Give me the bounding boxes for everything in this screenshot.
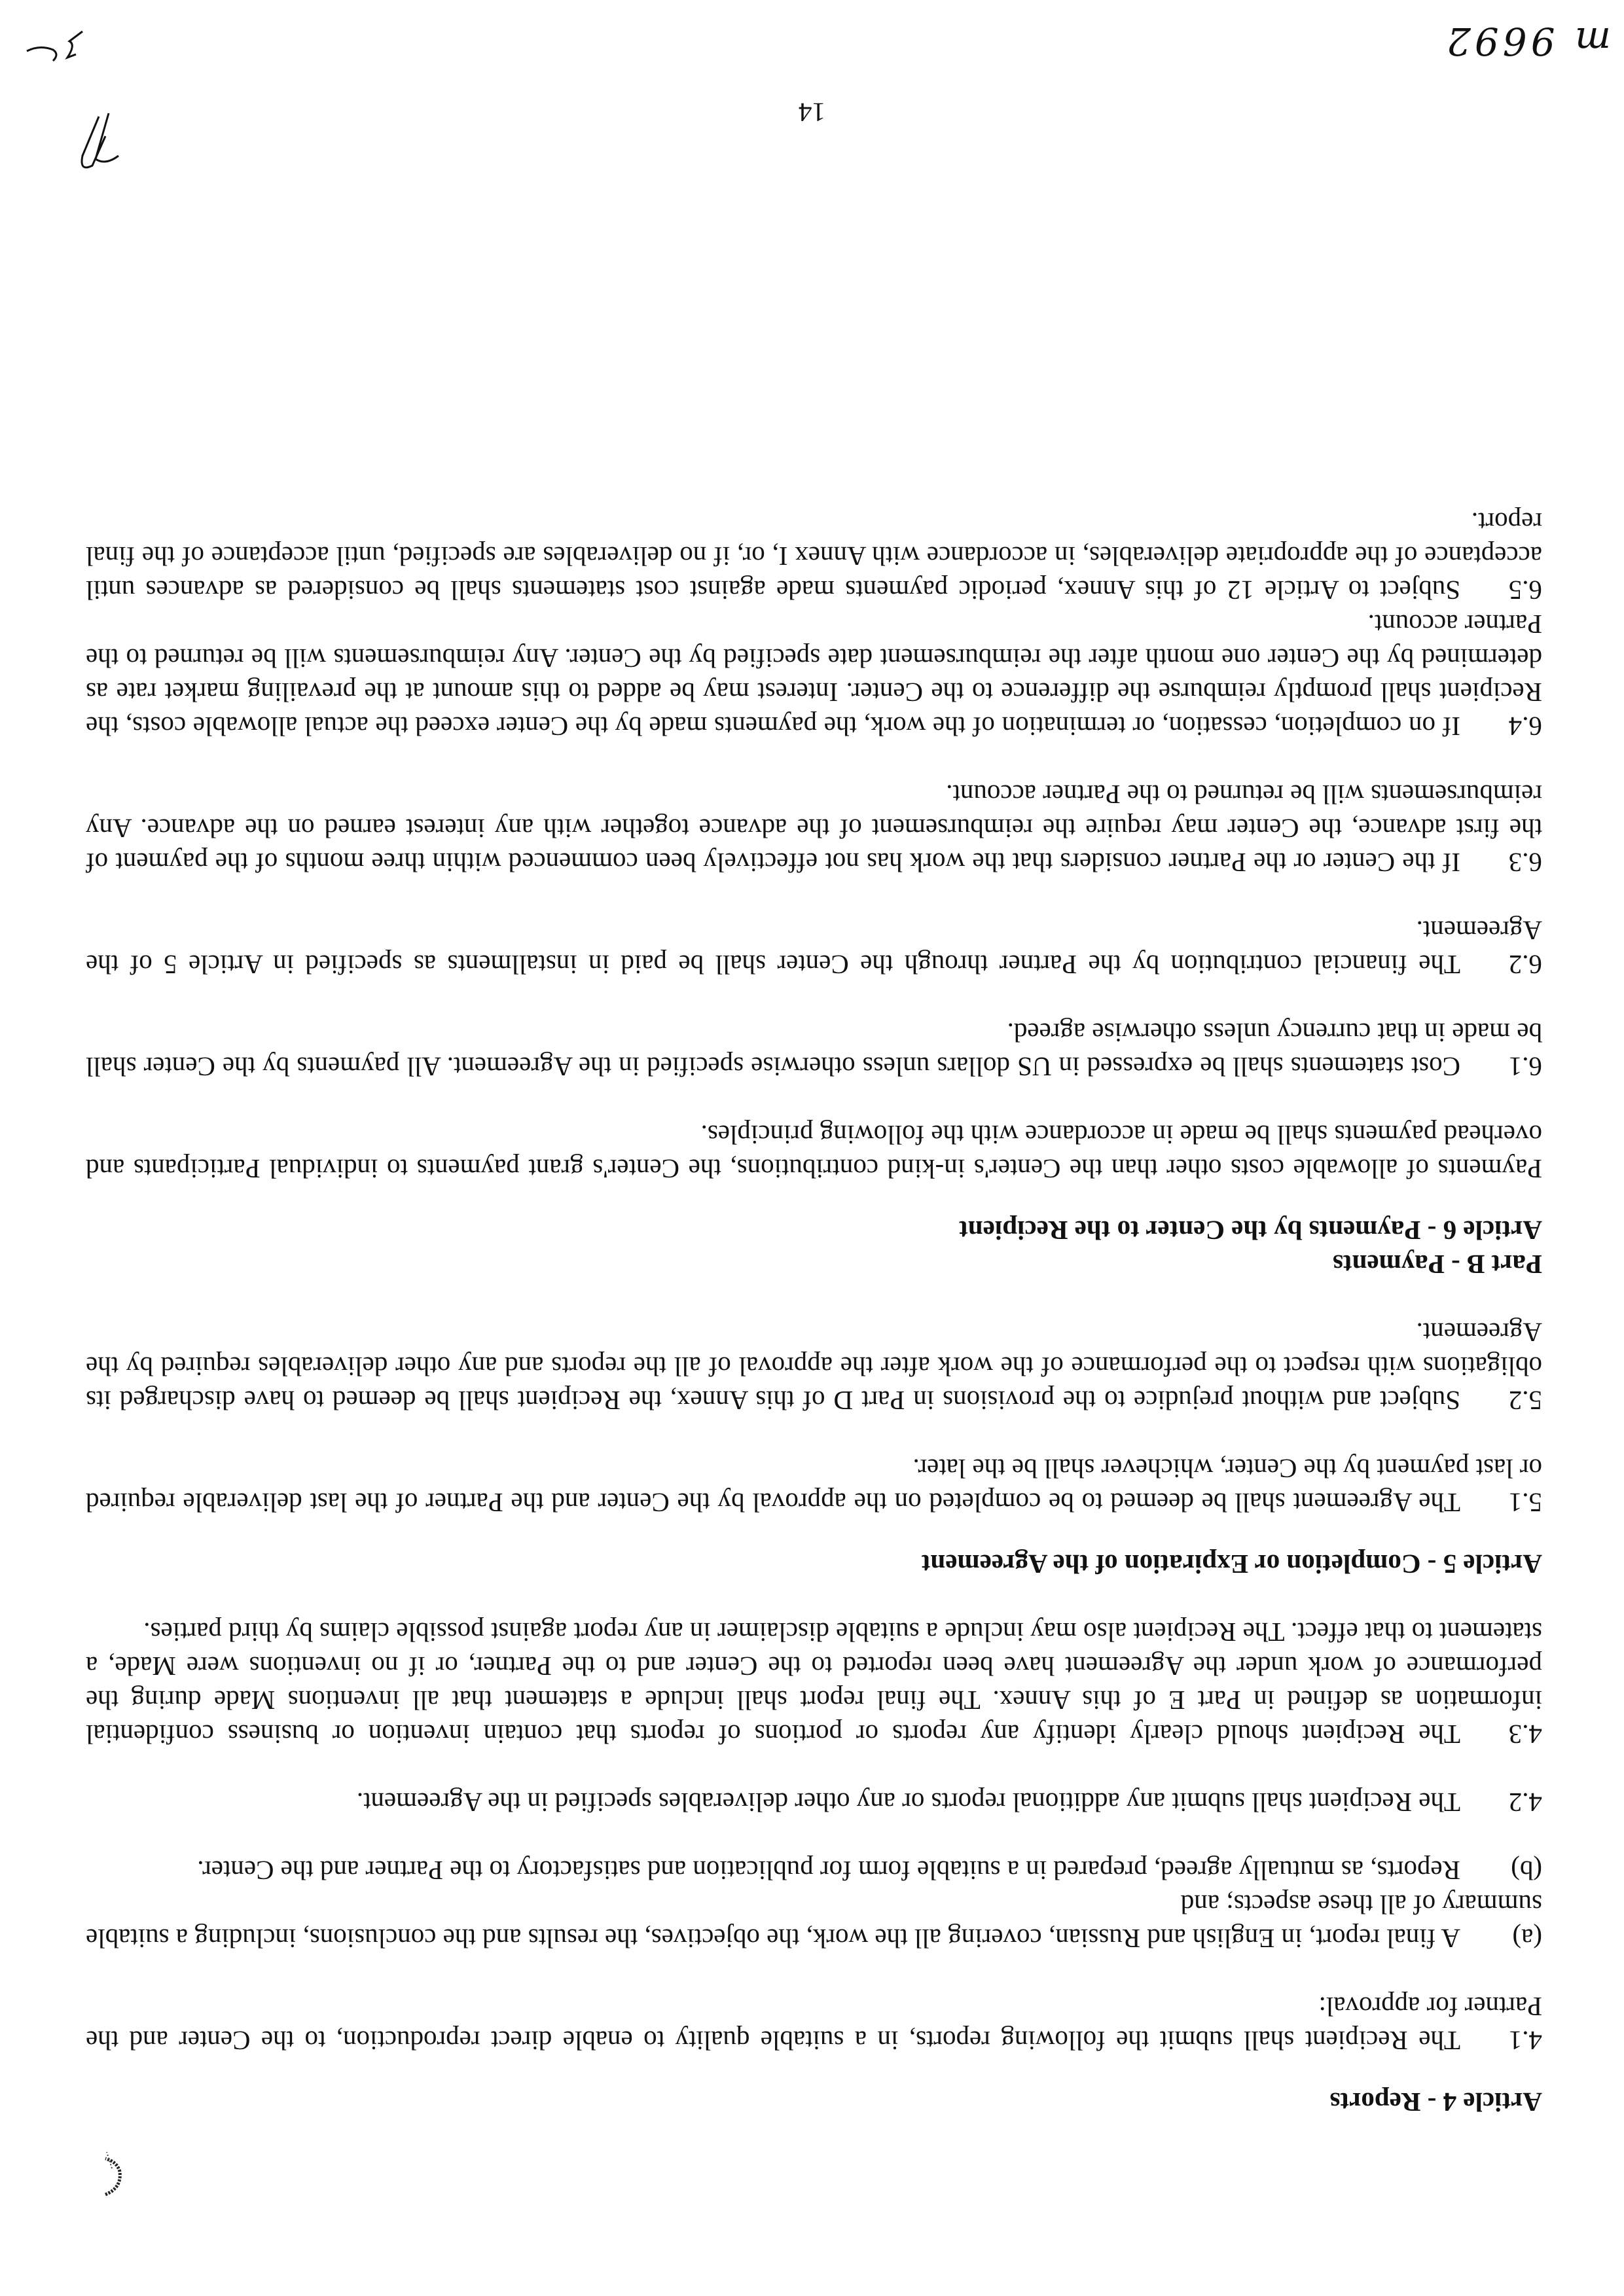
item-label: (b) [1511, 1856, 1542, 1886]
clause-text: The Recipient shall submit any additional reports or any other deliverables specified in the Agreement. [356, 1787, 1460, 1818]
clause-6-5 [86, 505, 1542, 607]
item-label: (a) [1512, 1924, 1542, 1954]
clause-4-3 [86, 1615, 1542, 1751]
item-text: Reports, as mutually agreed, prepared in a suitable form for publication and satisfactory to the Partner and the Center. [197, 1856, 1460, 1886]
handwritten-mark [20, 25, 105, 71]
clause-text: The Recipient shall submit the following reports, in a suitable quality to enable direct reproduction, to the Center and the Partner for approval: [86, 1992, 1542, 2056]
clause-text: If on completion, cessation, or termination of the work, the payments made by the Center exceed the actual allowable costs, the Recipient shall promptly reimburse the difference to the Center. Interest may be added to this amount at the prevailing market rate as determined by the Center one month after the reimbursement date specified by the Center. Any reimbursements will be returned to the Partner account. [86, 609, 1542, 742]
article-4-heading: Article 4 - Reports [1329, 2087, 1542, 2117]
article-6-intro: Payments of allowable costs other than the Center's in-kind contributions, the Center's grant payments to individual Participants and overhead payments shall be made in accordance with the following principles. [86, 1120, 1542, 1184]
article-6-heading: Article 6 - Payments by the Center to the Recipient [959, 1215, 1542, 1246]
clause-number: 6.2 [1508, 950, 1542, 980]
clause-text: If the Center or the Partner considers that the work has not effectively been commenced within three months of the payment of the first advance, the Center may require the reimbursement of the advance together with any interest earned on the advance. Any reimbursements will be returned to the Partner account. [86, 780, 1542, 878]
clause-5-1 [86, 1452, 1542, 1520]
clause-4-1-a [86, 1888, 1542, 1956]
clause-text: The Agreement shall be deemed to be completed on the approval by the Center and the Partner of the last deliverable required or last payment by the Center, whichever shall be the later. [86, 1454, 1542, 1518]
part-b-heading: Part B - Payments [1333, 1249, 1542, 1280]
stamp-mark [99, 2145, 125, 2198]
document-body [86, 471, 1542, 2119]
clause-6-1 [86, 1016, 1542, 1084]
handwritten-mark-signature [20, 25, 105, 71]
clause-text: Subject and without prejudice to the provisions in Part D of this Annex, the Recipient shall be deemed to have discharged its obligations with respect to the performance of the work after the approval of all the reports and any other deliverables required by the Agreement. [86, 1318, 1542, 1416]
clause-4-1 [86, 1990, 1542, 2058]
clause-number: 5.2 [1508, 1386, 1542, 1416]
clause-4-2 [86, 1785, 1542, 1820]
handwritten-initials [73, 110, 132, 188]
clause-number: 4.3 [1508, 1719, 1542, 1749]
item-text: A final report, in English and Russian, covering all the work, the objectives, the results and the conclusions, including a suitable summary of all these aspects; and [86, 1890, 1542, 1954]
clause-6-4 [86, 607, 1542, 744]
clause-number: 6.3 [1508, 848, 1542, 878]
clause-number: 4.2 [1508, 1787, 1542, 1818]
clause-number: 6.1 [1508, 1052, 1542, 1082]
clause-text: The Recipient should clearly identify any reports or portions of reports that contain invention or business confidential information as defined in Part E of this Annex. The final report shall include a statement that all inventions Made during the performance of work under the Agreement have been reported to the Center and to the Partner, or if no inventions were Made, a statement to that effect. The Recipient also may include a suitable disclaimer in any report against possible claims by third parties. [86, 1617, 1542, 1749]
clause-4-1-b [86, 1854, 1542, 1888]
clause-text: The financial contribution by the Partner through the Center shall be paid in installments as specified in Article 5 of the Agreement. [86, 916, 1542, 980]
initials-signature [73, 110, 132, 188]
clause-number: 6.5 [1508, 575, 1542, 605]
handwritten-code: m 9692 [1442, 19, 1611, 63]
clause-text: Cost statements shall be expressed in US dollars unless otherwise specified in the Agreement. All payments by the Center shall be made in that currency unless otherwise agreed. [86, 1018, 1542, 1082]
stamp-smudge-icon [99, 2145, 125, 2198]
clause-6-3 [86, 778, 1542, 880]
page-number: 14 [799, 98, 825, 128]
clause-6-2 [86, 914, 1542, 982]
clause-text: Subject to Article 12 of this Annex, periodic payments made against cost statements shall be considered as advances until acceptance of the appropriate deliverables, in accordance with Annex I, or, if no deliverables are specified, until acceptance of the final report. [86, 507, 1542, 605]
clause-number: 5.1 [1508, 1488, 1542, 1518]
clause-number: 4.1 [1508, 2026, 1542, 2056]
article-5-heading: Article 5 - Completion or Expiration of the Agreement [921, 1549, 1542, 1579]
clause-5-2 [86, 1316, 1542, 1418]
clause-number: 6.4 [1508, 711, 1542, 742]
